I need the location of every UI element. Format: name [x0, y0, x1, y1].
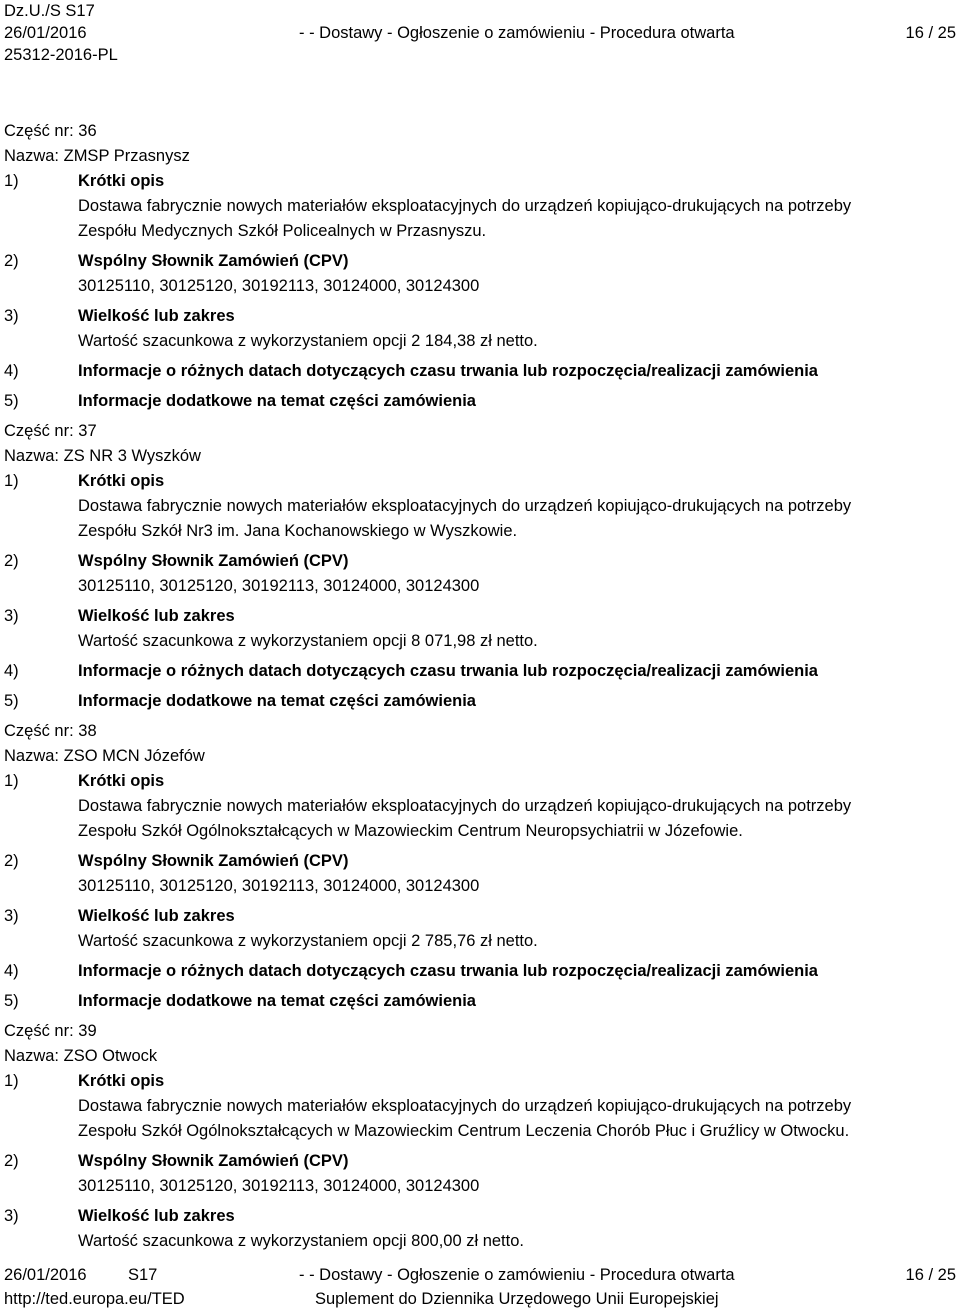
- header-doc-id: Dz.U./S S17: [4, 2, 95, 20]
- dates-info-title: Informacje o różnych datach dotyczących czasu trwania lub rozpoczęcia/realizacji zamówienia: [78, 662, 818, 680]
- part-name-label: Nazwa:: [4, 147, 64, 165]
- short-description-heading: [4, 769, 956, 794]
- dates-info-title: Informacje o różnych datach dotyczących czasu trwania lub rozpoczęcia/realizacji zamówienia: [78, 362, 818, 380]
- footer-url[interactable]: http://ted.europa.eu/TED: [4, 1290, 185, 1308]
- part-number-line: [4, 1019, 956, 1044]
- part-number-line: [4, 419, 956, 444]
- description-line: Zespółu Medycznych Szkół Policealnych w Przasnyszu.: [78, 222, 487, 240]
- description-line: Dostawa fabrycznie nowych materiałów eksploatacyjnych do urządzeń kopiująco-drukujących na potrzeby: [78, 497, 852, 515]
- part-name: ZS NR 3 Wyszków: [63, 447, 201, 465]
- short-description-heading: [4, 1069, 956, 1094]
- part-number-label: Część nr:: [4, 1022, 79, 1040]
- part-name-line: [4, 744, 956, 769]
- short-description-title: Krótki opis: [78, 472, 165, 490]
- estimated-value: Wartość szacunkowa z wykorzystaniem opcji 2 184,38 zł netto.: [78, 332, 538, 350]
- part-name-line: [4, 1044, 956, 1069]
- cpv-heading: [4, 549, 956, 574]
- document-body: [4, 119, 956, 1254]
- cpv-number: 2): [4, 1152, 19, 1170]
- part-name-label: Nazwa:: [4, 1047, 64, 1065]
- additional-info-number: 5): [4, 692, 19, 710]
- short-description-title: Krótki opis: [78, 1072, 165, 1090]
- part-number: 36: [78, 122, 97, 140]
- part-name-label: Nazwa:: [4, 447, 64, 465]
- footer-title: - - Dostawy - Ogłoszenie o zamówieniu - Procedura otwarta: [299, 1266, 735, 1284]
- cpv-heading: [4, 849, 956, 874]
- additional-info-number: 5): [4, 992, 19, 1010]
- estimated-value: Wartość szacunkowa z wykorzystaniem opcji 2 785,76 zł netto.: [78, 932, 538, 950]
- part-number: 38: [78, 722, 97, 740]
- short-description-title: Krótki opis: [78, 172, 165, 190]
- additional-info-title: Informacje dodatkowe na temat części zamówienia: [78, 392, 476, 410]
- dates-info-heading: [4, 659, 956, 684]
- cpv-codes: 30125110, 30125120, 30192113, 30124000, 30124300: [78, 577, 480, 595]
- cpv-heading: [4, 1149, 956, 1174]
- part-number-line: [4, 719, 956, 744]
- page-header: [4, 0, 956, 66]
- footer-series: S17: [128, 1266, 158, 1284]
- part-name: ZMSP Przasnysz: [63, 147, 190, 165]
- cpv-number: 2): [4, 552, 19, 570]
- part-number-line: [4, 119, 956, 144]
- estimated-value: Wartość szacunkowa z wykorzystaniem opcji 8 071,98 zł netto.: [78, 632, 538, 650]
- quantity-scope-heading: [4, 604, 956, 629]
- quantity-scope-title: Wielkość lub zakres: [78, 607, 235, 625]
- header-page: 16 / 25: [905, 24, 956, 42]
- quantity-scope-heading: [4, 1204, 956, 1229]
- cpv-number: 2): [4, 252, 19, 270]
- part-number: 39: [78, 1022, 97, 1040]
- short-description-heading: [4, 169, 956, 194]
- header-date: 26/01/2016: [4, 24, 87, 42]
- dates-info-heading: [4, 359, 956, 384]
- dates-info-heading: [4, 959, 956, 984]
- cpv-title: Wspólny Słownik Zamówień (CPV): [78, 552, 349, 570]
- part-number: 37: [78, 422, 97, 440]
- quantity-scope-number: 3): [4, 907, 19, 925]
- part-section: [4, 419, 956, 719]
- quantity-scope-number: 3): [4, 307, 19, 325]
- additional-info-title: Informacje dodatkowe na temat części zamówienia: [78, 992, 476, 1010]
- footer-supplement: Suplement do Dziennika Urzędowego Unii Europejskiej: [315, 1290, 719, 1308]
- description-line: Zespołu Szkół Ogólnokształcących w Mazowieckim Centrum Neuropsychiatrii w Józefowie.: [78, 822, 743, 840]
- footer-date: 26/01/2016: [4, 1266, 87, 1284]
- part-number-label: Część nr:: [4, 722, 79, 740]
- description-line: Dostawa fabrycznie nowych materiałów eksploatacyjnych do urządzeń kopiująco-drukujących na potrzeby: [78, 1097, 852, 1115]
- part-number-label: Część nr:: [4, 122, 79, 140]
- part-section: [4, 119, 956, 419]
- additional-info-number: 5): [4, 392, 19, 410]
- cpv-codes: 30125110, 30125120, 30192113, 30124000, 30124300: [78, 277, 480, 295]
- part-number-label: Część nr:: [4, 422, 79, 440]
- estimated-value: Wartość szacunkowa z wykorzystaniem opcji 800,00 zł netto.: [78, 1232, 524, 1250]
- cpv-codes: 30125110, 30125120, 30192113, 30124000, 30124300: [78, 877, 480, 895]
- footer-page: 16 / 25: [905, 1266, 956, 1284]
- part-name: ZSO Otwock: [63, 1047, 158, 1065]
- header-ref: 25312-2016-PL: [4, 46, 118, 64]
- quantity-scope-title: Wielkość lub zakres: [78, 907, 235, 925]
- quantity-scope-heading: [4, 904, 956, 929]
- short-description-number: 1): [4, 772, 19, 790]
- part-section: [4, 1019, 956, 1254]
- dates-info-number: 4): [4, 962, 19, 980]
- additional-info-title: Informacje dodatkowe na temat części zamówienia: [78, 692, 476, 710]
- cpv-number: 2): [4, 852, 19, 870]
- cpv-title: Wspólny Słownik Zamówień (CPV): [78, 1152, 349, 1170]
- description-line: Dostawa fabrycznie nowych materiałów eksploatacyjnych do urządzeń kopiująco-drukujących na potrzeby: [78, 197, 852, 215]
- short-description-heading: [4, 469, 956, 494]
- cpv-heading: [4, 249, 956, 274]
- dates-info-number: 4): [4, 362, 19, 380]
- quantity-scope-number: 3): [4, 1207, 19, 1225]
- short-description-number: 1): [4, 472, 19, 490]
- dates-info-title: Informacje o różnych datach dotyczących czasu trwania lub rozpoczęcia/realizacji zamówienia: [78, 962, 818, 980]
- quantity-scope-title: Wielkość lub zakres: [78, 1207, 235, 1225]
- additional-info-heading: [4, 389, 956, 414]
- additional-info-heading: [4, 689, 956, 714]
- part-name: ZSO MCN Józefów: [63, 747, 205, 765]
- part-name-line: [4, 144, 956, 169]
- short-description-title: Krótki opis: [78, 772, 165, 790]
- description-line: Zespołu Szkół Ogólnokształcących w Mazowieckim Centrum Leczenia Chorób Płuc i Gruźlicy w Otwocku.: [78, 1122, 850, 1140]
- page-footer: [4, 1263, 956, 1311]
- cpv-codes: 30125110, 30125120, 30192113, 30124000, 30124300: [78, 1177, 480, 1195]
- quantity-scope-number: 3): [4, 607, 19, 625]
- header-title: - - Dostawy - Ogłoszenie o zamówieniu - Procedura otwarta: [299, 24, 735, 42]
- cpv-title: Wspólny Słownik Zamówień (CPV): [78, 252, 349, 270]
- description-line: Dostawa fabrycznie nowych materiałów eksploatacyjnych do urządzeń kopiująco-drukujących na potrzeby: [78, 797, 852, 815]
- additional-info-heading: [4, 989, 956, 1014]
- description-line: Zespółu Szkół Nr3 im. Jana Kochanowskiego w Wyszkowie.: [78, 522, 518, 540]
- part-name-label: Nazwa:: [4, 747, 64, 765]
- quantity-scope-heading: [4, 304, 956, 329]
- dates-info-number: 4): [4, 662, 19, 680]
- part-name-line: [4, 444, 956, 469]
- quantity-scope-title: Wielkość lub zakres: [78, 307, 235, 325]
- short-description-number: 1): [4, 172, 19, 190]
- part-section: [4, 719, 956, 1019]
- cpv-title: Wspólny Słownik Zamówień (CPV): [78, 852, 349, 870]
- short-description-number: 1): [4, 1072, 19, 1090]
